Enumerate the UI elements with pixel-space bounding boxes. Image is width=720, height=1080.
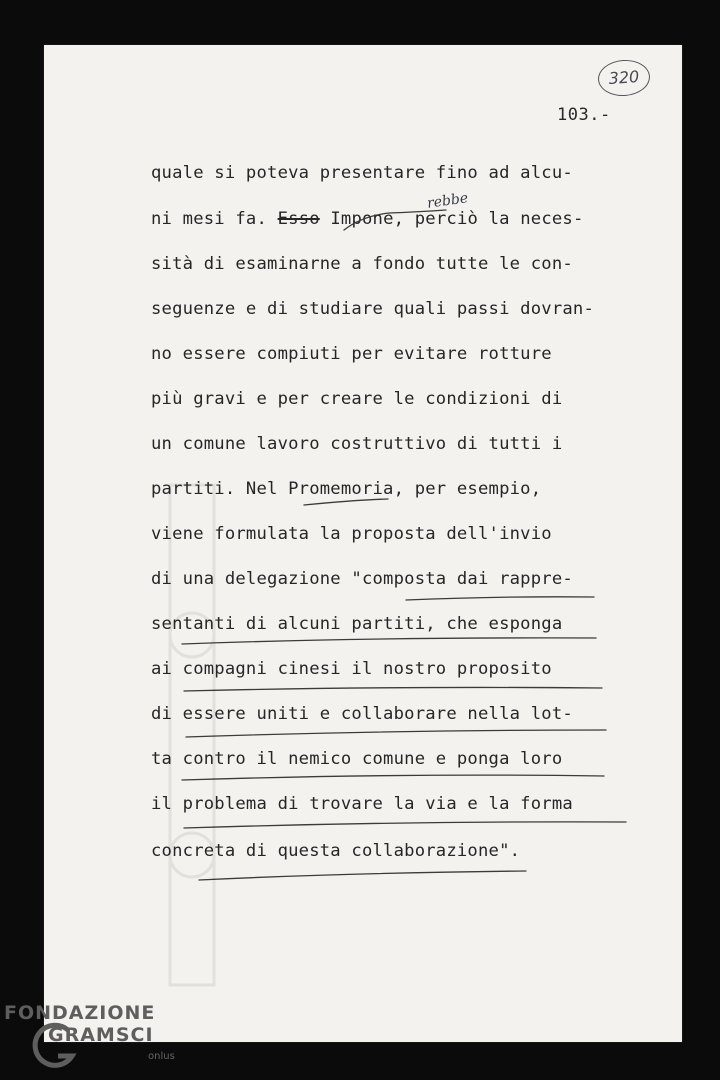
underline-quote-line-4 (186, 730, 606, 737)
fondazione-gramsci-logo (0, 1000, 190, 1080)
logo-line-2: GRAMSCI (48, 1024, 154, 1046)
underline-promemoria (304, 499, 388, 505)
text-line-12: ai compagni cinesi il nostro proposito (151, 659, 552, 679)
text-line-14: ta contro il nemico comune e ponga loro (151, 749, 563, 769)
text-line-5: no essere compiuti per evitare rotture (151, 344, 552, 364)
underline-quote-line-6 (184, 822, 626, 828)
faint-watermark (162, 475, 222, 995)
text-line-2-end: , perciò la neces- (393, 209, 584, 229)
page-number: 103.- (557, 105, 611, 125)
struck-word: Esso (277, 209, 320, 229)
underline-quote-line-1 (406, 597, 594, 600)
text-line-2 (151, 209, 584, 229)
typewritten-page (44, 45, 682, 1042)
folio-stamp: 320 (597, 58, 651, 98)
underline-quote-line-5 (182, 775, 604, 780)
text-line-9: viene formulata la proposta dell'invio (151, 524, 552, 544)
text-line-7: un comune lavoro costruttivo di tutti i (151, 434, 563, 454)
underline-quote-line-3 (184, 687, 602, 691)
text-line-16: concreta di questa collaborazione". (151, 841, 521, 861)
text-line-10: di una delegazione "composta dai rappre- (151, 569, 573, 589)
text-line-1: quale si poteva presentare fino ad alcu- (151, 163, 573, 183)
text-line-11: sentanti di alcuni partiti, che esponga (151, 614, 563, 634)
corrected-verb: Impone (330, 209, 394, 229)
text-line-8: partiti. Nel Promemoria, per esempio, (151, 479, 542, 499)
underline-quote-line-7 (199, 871, 526, 880)
logo-line-3: onlus (148, 1051, 175, 1062)
text-line-2-start: ni mesi fa. (151, 209, 268, 229)
handwritten-correction: rebbe (426, 190, 470, 212)
underline-quote-line-2 (182, 638, 596, 644)
text-line-13: di essere uniti e collaborare nella lot- (151, 704, 573, 724)
logo-line-1: FONDAZIONE (4, 1002, 156, 1024)
text-line-6: più gravi e per creare le condizioni di (151, 389, 563, 409)
text-line-4: seguenze e di studiare quali passi dovran- (151, 299, 595, 319)
text-line-3: sità di esaminarne a fondo tutte le con- (151, 254, 573, 274)
text-line-15: il problema di trovare la via e la forma (151, 794, 573, 814)
